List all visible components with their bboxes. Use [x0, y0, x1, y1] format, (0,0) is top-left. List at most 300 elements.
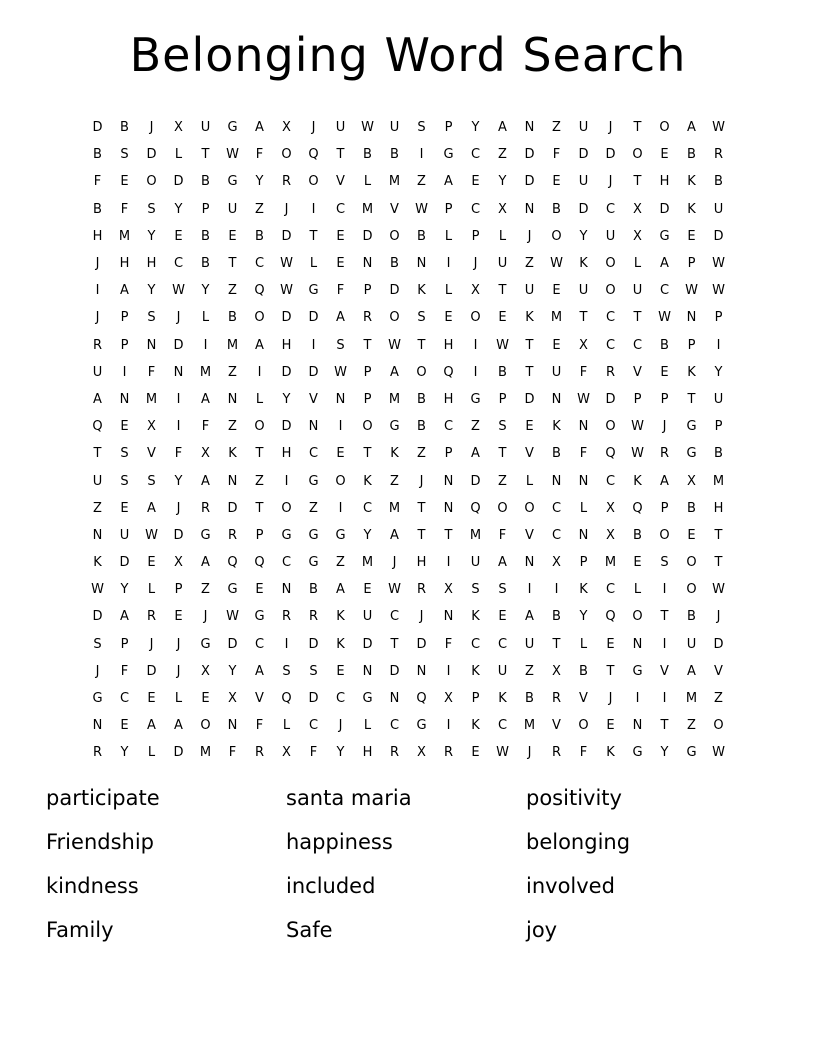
grid-letter: B — [498, 364, 507, 380]
grid-letter: W — [334, 364, 347, 380]
grid-letter: M — [388, 391, 401, 407]
grid-letter: E — [660, 364, 669, 380]
grid-letter: J — [149, 120, 154, 136]
grid-letter: E — [660, 147, 669, 163]
grid-letter: B — [579, 663, 588, 679]
grid-letter: Y — [120, 745, 129, 761]
grid-letter: C — [605, 337, 616, 353]
grid-letter: E — [471, 745, 480, 761]
grid-letter: A — [120, 283, 129, 299]
word-list-item: positivity — [526, 786, 622, 810]
grid-letter: N — [578, 419, 589, 435]
grid-letter: U — [200, 120, 211, 136]
grid-letter: C — [254, 256, 265, 272]
grid-letter: Z — [201, 582, 210, 598]
grid-letter: O — [497, 500, 508, 516]
grid-letter: E — [120, 419, 129, 435]
word-list-item: happiness — [286, 830, 393, 854]
grid-letter: V — [660, 663, 669, 679]
grid-letter: B — [93, 201, 102, 217]
grid-letter: Z — [228, 364, 237, 380]
grid-letter: X — [579, 337, 588, 353]
grid-letter: D — [281, 310, 292, 326]
grid-letter: L — [309, 256, 318, 272]
grid-letter: T — [714, 527, 723, 543]
grid-letter: B — [93, 147, 102, 163]
grid-letter: K — [579, 582, 588, 598]
grid-letter: B — [552, 201, 561, 217]
grid-letter: D — [119, 555, 130, 571]
grid-letter: R — [92, 337, 103, 353]
grid-letter: A — [660, 256, 669, 272]
grid-letter: K — [336, 609, 345, 625]
grid-letter: W — [496, 745, 509, 761]
grid-letter: P — [579, 555, 588, 571]
grid-letter: I — [446, 718, 451, 734]
grid-letter: M — [604, 555, 617, 571]
letter-grid — [84, 114, 732, 767]
grid-letter: T — [579, 310, 588, 326]
grid-letter: U — [578, 120, 589, 136]
grid-letter: Y — [255, 174, 264, 190]
grid-letter: B — [417, 391, 426, 407]
grid-letter: Z — [498, 147, 507, 163]
grid-letter: R — [389, 745, 400, 761]
grid-letter: U — [713, 201, 724, 217]
grid-letter: M — [145, 391, 158, 407]
grid-letter: O — [146, 174, 157, 190]
grid-letter: O — [389, 228, 400, 244]
grid-letter: K — [417, 283, 426, 299]
grid-letter: G — [686, 745, 697, 761]
grid-letter: S — [417, 310, 426, 326]
grid-letter: D — [308, 364, 319, 380]
grid-letter: V — [255, 691, 264, 707]
grid-letter: D — [173, 745, 184, 761]
grid-letter: V — [390, 201, 399, 217]
grid-letter: W — [685, 283, 698, 299]
grid-letter: M — [226, 337, 239, 353]
grid-letter: Q — [92, 419, 103, 435]
grid-letter: I — [176, 419, 181, 435]
grid-letter: S — [120, 473, 129, 489]
grid-letter: Y — [147, 283, 156, 299]
grid-letter: F — [579, 446, 588, 462]
grid-letter: J — [95, 663, 100, 679]
grid-letter: P — [120, 636, 129, 652]
grid-letter: G — [227, 582, 238, 598]
grid-letter: E — [471, 174, 480, 190]
grid-letter: K — [687, 201, 696, 217]
grid-letter: I — [446, 256, 451, 272]
grid-letter: A — [660, 473, 669, 489]
grid-letter: L — [147, 582, 156, 598]
grid-letter: M — [361, 555, 374, 571]
grid-letter: C — [551, 500, 562, 516]
grid-letter: C — [605, 473, 616, 489]
grid-letter: K — [525, 310, 534, 326]
grid-letter: P — [687, 256, 696, 272]
grid-letter: U — [335, 120, 346, 136]
word-list-item: participate — [46, 786, 160, 810]
grid-letter: V — [714, 663, 723, 679]
word-list-item: kindness — [46, 874, 139, 898]
grid-row — [84, 549, 732, 576]
grid-letter: I — [473, 337, 478, 353]
grid-letter: F — [255, 718, 264, 734]
grid-row — [84, 277, 732, 304]
grid-letter: N — [362, 256, 373, 272]
grid-letter: B — [120, 120, 129, 136]
grid-letter: Q — [470, 500, 481, 516]
grid-letter: X — [201, 446, 210, 462]
grid-letter: B — [417, 419, 426, 435]
grid-letter: Z — [471, 419, 480, 435]
grid-letter: P — [444, 446, 453, 462]
grid-letter: E — [606, 636, 615, 652]
grid-letter: D — [146, 147, 157, 163]
grid-letter: D — [713, 228, 724, 244]
grid-letter: E — [336, 663, 345, 679]
grid-letter: B — [309, 582, 318, 598]
grid-letter: R — [200, 500, 211, 516]
grid-row — [84, 196, 732, 223]
grid-letter: L — [633, 582, 642, 598]
grid-letter: U — [713, 391, 724, 407]
grid-letter: W — [388, 337, 401, 353]
grid-letter: P — [660, 391, 669, 407]
grid-letter: T — [633, 310, 642, 326]
grid-letter: X — [147, 419, 156, 435]
grid-letter: J — [527, 228, 532, 244]
grid-letter: Y — [228, 663, 237, 679]
grid-letter: K — [606, 745, 615, 761]
grid-letter: K — [228, 446, 237, 462]
grid-letter: P — [714, 419, 723, 435]
grid-letter: P — [255, 527, 264, 543]
grid-letter: T — [633, 174, 642, 190]
grid-letter: I — [338, 419, 343, 435]
grid-letter: D — [173, 527, 184, 543]
grid-letter: T — [228, 256, 237, 272]
grid-letter: E — [525, 419, 534, 435]
grid-letter: I — [635, 691, 640, 707]
grid-letter: P — [660, 500, 669, 516]
grid-letter: A — [174, 718, 183, 734]
grid-letter: R — [227, 527, 238, 543]
grid-letter: A — [93, 391, 102, 407]
grid-row — [84, 685, 732, 712]
grid-letter: V — [579, 691, 588, 707]
grid-letter: B — [525, 691, 534, 707]
grid-letter: D — [524, 174, 535, 190]
grid-letter: F — [201, 419, 210, 435]
grid-letter: H — [416, 555, 427, 571]
grid-letter: J — [149, 636, 154, 652]
grid-letter: R — [92, 745, 103, 761]
word-list-item: involved — [526, 874, 615, 898]
grid-letter: L — [444, 228, 453, 244]
grid-letter: X — [633, 228, 642, 244]
grid-letter: G — [659, 228, 670, 244]
grid-letter: T — [552, 636, 561, 652]
grid-letter: B — [552, 446, 561, 462]
grid-letter: J — [662, 419, 667, 435]
grid-letter: C — [605, 310, 616, 326]
grid-letter: E — [336, 228, 345, 244]
grid-letter: S — [147, 310, 156, 326]
grid-letter: X — [606, 500, 615, 516]
grid-letter: B — [633, 527, 642, 543]
grid-letter: A — [687, 663, 696, 679]
grid-letter: E — [336, 446, 345, 462]
grid-letter: D — [578, 147, 589, 163]
grid-letter: R — [254, 745, 265, 761]
grid-letter: I — [446, 663, 451, 679]
grid-letter: R — [362, 310, 373, 326]
grid-letter: C — [173, 256, 184, 272]
grid-letter: S — [498, 419, 507, 435]
grid-letter: N — [362, 663, 373, 679]
page-title: Belonging Word Search — [129, 28, 687, 82]
grid-letter: O — [524, 500, 535, 516]
grid-letter: D — [362, 636, 373, 652]
grid-letter: N — [389, 691, 400, 707]
grid-letter: H — [659, 174, 670, 190]
grid-letter: J — [176, 310, 181, 326]
grid-letter: P — [174, 582, 183, 598]
grid-letter: I — [338, 500, 343, 516]
grid-letter: Y — [579, 228, 588, 244]
grid-letter: R — [146, 609, 157, 625]
grid-letter: Z — [687, 718, 696, 734]
grid-letter: Q — [227, 555, 238, 571]
grid-letter: C — [362, 500, 373, 516]
grid-letter: T — [687, 391, 696, 407]
grid-letter: O — [578, 718, 589, 734]
grid-letter: A — [471, 446, 480, 462]
grid-letter: J — [608, 120, 613, 136]
grid-letter: R — [551, 691, 562, 707]
grid-letter: W — [226, 609, 239, 625]
grid-letter: I — [527, 582, 532, 598]
grid-letter: A — [390, 364, 399, 380]
grid-letter: O — [605, 419, 616, 435]
grid-letter: R — [281, 174, 292, 190]
grid-letter: M — [388, 500, 401, 516]
grid-letter: W — [577, 391, 590, 407]
grid-letter: I — [554, 582, 559, 598]
grid-letter: U — [605, 228, 616, 244]
grid-letter: L — [255, 391, 264, 407]
word-list-item: Safe — [286, 918, 333, 942]
grid-letter: T — [498, 446, 507, 462]
grid-letter: O — [200, 718, 211, 734]
grid-letter: F — [309, 745, 318, 761]
grid-letter: O — [605, 283, 616, 299]
grid-row — [84, 359, 732, 386]
grid-letter: T — [93, 446, 102, 462]
grid-letter: U — [362, 609, 373, 625]
grid-letter: E — [552, 337, 561, 353]
grid-letter: S — [336, 337, 345, 353]
grid-letter: A — [120, 609, 129, 625]
grid-letter: V — [525, 527, 534, 543]
grid-letter: K — [687, 364, 696, 380]
grid-letter: X — [201, 663, 210, 679]
grid-letter: K — [363, 473, 372, 489]
grid-letter: D — [281, 364, 292, 380]
grid-letter: U — [497, 663, 508, 679]
grid-letter: T — [255, 446, 264, 462]
grid-letter: L — [579, 500, 588, 516]
grid-letter: E — [687, 527, 696, 543]
grid-letter: T — [363, 446, 372, 462]
grid-letter: D — [308, 691, 319, 707]
grid-letter: J — [473, 256, 478, 272]
grid-letter: D — [605, 391, 616, 407]
grid-letter: P — [633, 391, 642, 407]
grid-row — [84, 168, 732, 195]
grid-letter: D — [92, 609, 103, 625]
grid-letter: W — [280, 256, 293, 272]
grid-letter: T — [714, 555, 723, 571]
grid-letter: B — [687, 147, 696, 163]
grid-letter: A — [201, 391, 210, 407]
grid-letter: K — [552, 419, 561, 435]
grid-letter: N — [416, 663, 427, 679]
grid-letter: W — [226, 147, 239, 163]
grid-letter: T — [417, 337, 426, 353]
grid-letter: V — [147, 446, 156, 462]
grid-letter: K — [498, 691, 507, 707]
grid-letter: Y — [174, 473, 183, 489]
grid-letter: E — [201, 691, 210, 707]
grid-letter: I — [284, 473, 289, 489]
grid-letter: Z — [525, 256, 534, 272]
grid-row — [84, 141, 732, 168]
grid-letter: T — [309, 228, 318, 244]
grid-letter: K — [390, 446, 399, 462]
grid-letter: M — [388, 174, 401, 190]
grid-letter: X — [633, 201, 642, 217]
grid-letter: H — [146, 256, 157, 272]
grid-letter: M — [118, 228, 131, 244]
grid-letter: A — [336, 582, 345, 598]
grid-letter: C — [443, 419, 454, 435]
grid-letter: G — [389, 419, 400, 435]
grid-letter: G — [362, 691, 373, 707]
grid-letter: L — [525, 473, 534, 489]
grid-letter: L — [174, 147, 183, 163]
grid-letter: E — [363, 582, 372, 598]
grid-letter: Q — [254, 555, 265, 571]
grid-letter: X — [552, 663, 561, 679]
grid-letter: D — [362, 228, 373, 244]
grid-letter: P — [714, 310, 723, 326]
grid-letter: P — [363, 364, 372, 380]
grid-letter: A — [336, 310, 345, 326]
grid-letter: O — [605, 256, 616, 272]
grid-letter: J — [419, 609, 424, 625]
grid-letter: A — [201, 555, 210, 571]
grid-letter: K — [471, 609, 480, 625]
grid-row — [84, 413, 732, 440]
grid-letter: D — [605, 147, 616, 163]
grid-letter: Z — [255, 201, 264, 217]
grid-letter: A — [255, 120, 264, 136]
grid-letter: J — [419, 473, 424, 489]
grid-letter: L — [444, 283, 453, 299]
grid-letter: B — [363, 147, 372, 163]
grid-letter: A — [201, 473, 210, 489]
grid-letter: Q — [416, 691, 427, 707]
grid-letter: N — [443, 473, 454, 489]
grid-letter: S — [282, 663, 291, 679]
grid-row — [84, 304, 732, 331]
grid-letter: E — [606, 718, 615, 734]
grid-letter: D — [389, 663, 400, 679]
grid-letter: H — [443, 391, 454, 407]
grid-letter: H — [281, 337, 292, 353]
grid-letter: P — [444, 201, 453, 217]
grid-letter: N — [632, 636, 643, 652]
grid-letter: X — [174, 120, 183, 136]
grid-letter: M — [550, 310, 563, 326]
grid-letter: E — [633, 555, 642, 571]
grid-letter: W — [361, 120, 374, 136]
grid-letter: Q — [443, 364, 454, 380]
grid-letter: B — [201, 256, 210, 272]
grid-letter: E — [228, 228, 237, 244]
grid-letter: E — [120, 718, 129, 734]
grid-letter: X — [417, 745, 426, 761]
grid-letter: U — [92, 364, 103, 380]
grid-letter: N — [443, 500, 454, 516]
grid-letter: H — [362, 745, 373, 761]
grid-letter: J — [608, 691, 613, 707]
grid-letter: L — [579, 636, 588, 652]
grid-letter: P — [120, 310, 129, 326]
grid-letter: C — [335, 201, 346, 217]
grid-letter: B — [687, 609, 696, 625]
grid-letter: O — [335, 473, 346, 489]
grid-letter: S — [660, 555, 669, 571]
grid-letter: D — [389, 283, 400, 299]
grid-letter: J — [392, 555, 397, 571]
grid-letter: P — [471, 691, 480, 707]
grid-letter: S — [93, 636, 102, 652]
grid-letter: U — [389, 120, 400, 136]
grid-letter: Y — [147, 228, 156, 244]
grid-letter: N — [686, 310, 697, 326]
grid-letter: O — [254, 419, 265, 435]
grid-letter: S — [309, 663, 318, 679]
grid-letter: H — [92, 228, 103, 244]
grid-letter: O — [254, 310, 265, 326]
grid-letter: D — [308, 310, 319, 326]
grid-letter: V — [633, 364, 642, 380]
word-list-item: Family — [46, 918, 114, 942]
grid-letter: J — [95, 310, 100, 326]
grid-letter: L — [363, 718, 372, 734]
grid-letter: T — [444, 527, 453, 543]
grid-letter: T — [498, 283, 507, 299]
grid-letter: U — [524, 636, 535, 652]
grid-row — [84, 440, 732, 467]
grid-letter: N — [281, 582, 292, 598]
grid-letter: O — [281, 500, 292, 516]
